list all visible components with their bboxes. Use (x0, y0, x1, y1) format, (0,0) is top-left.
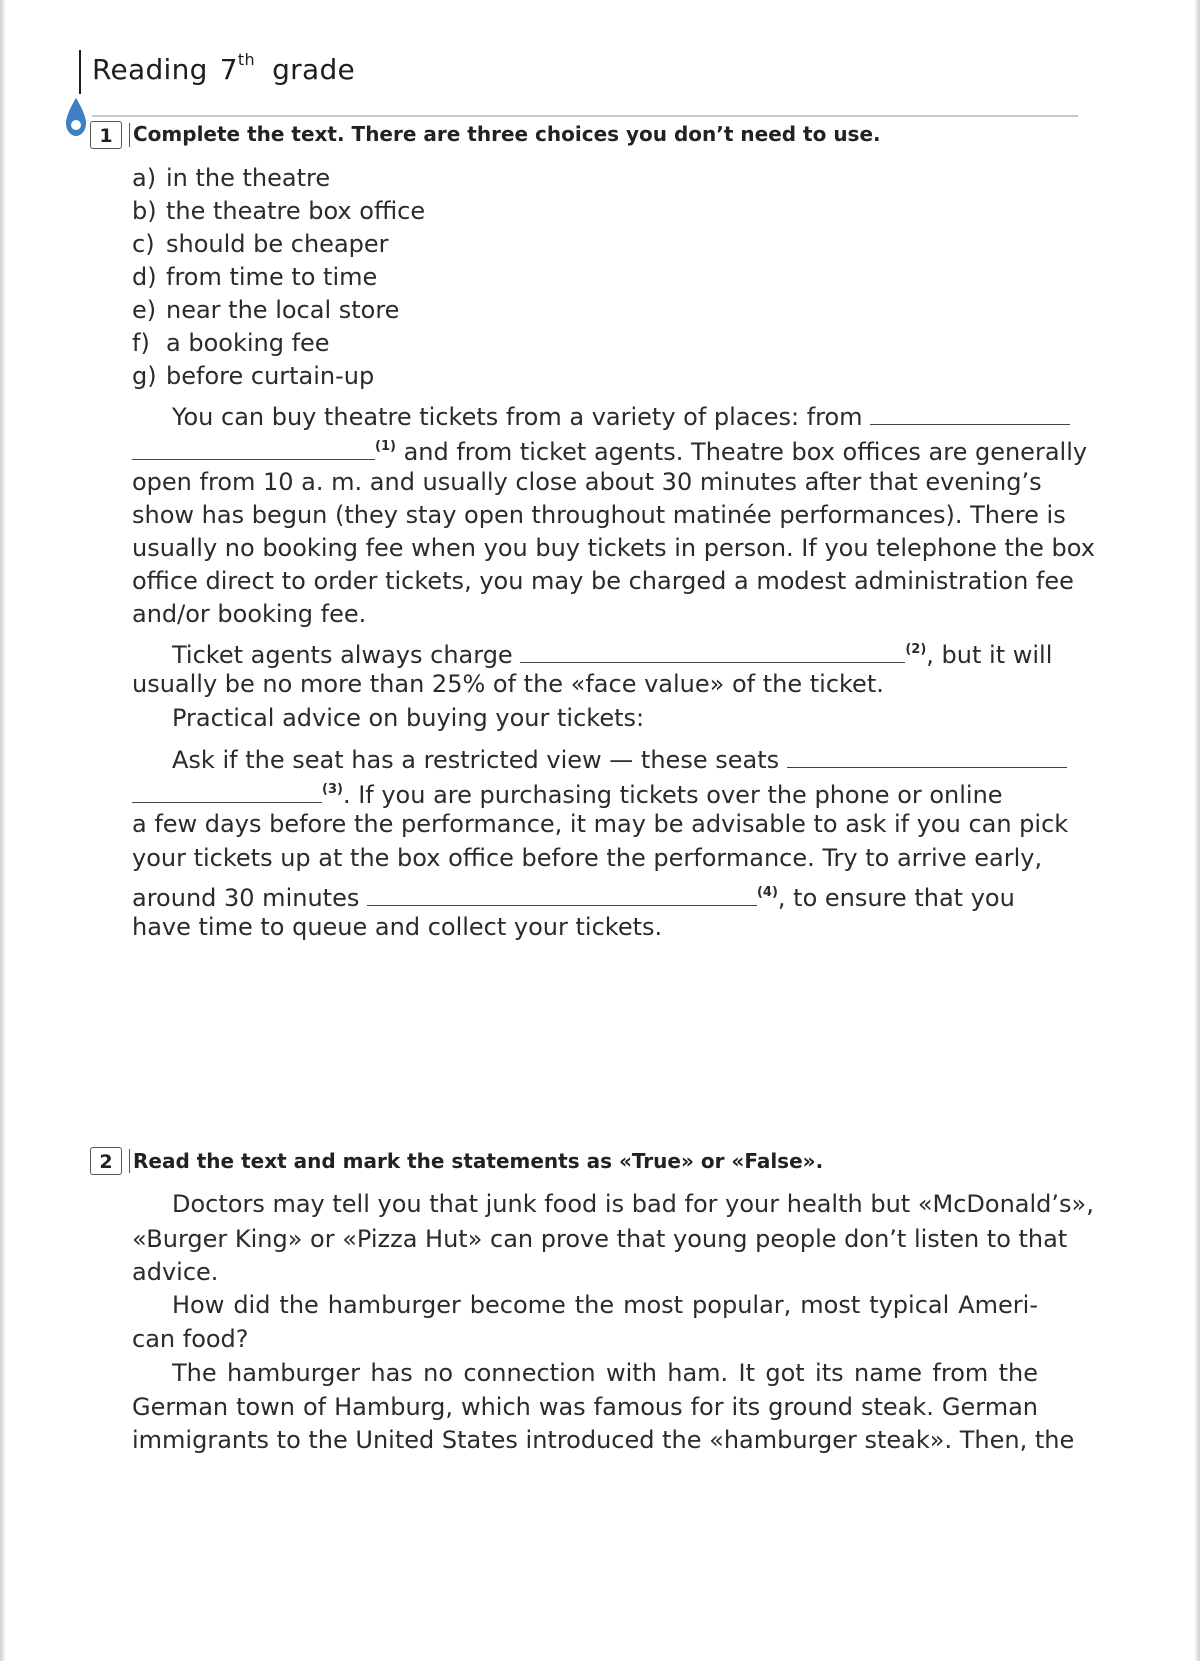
blank-3b (132, 776, 322, 803)
text-line: Practical advice on buying your tickets: (172, 704, 645, 732)
page-title (92, 49, 356, 86)
text-line: «Burger King» or «Pizza Hut» can prove that young people don’t listen to that (132, 1225, 1068, 1253)
option-a (132, 162, 425, 195)
blank-marker-3: (3) (322, 782, 343, 797)
text-line (172, 636, 1052, 669)
title-grade-suffix: th (237, 49, 255, 69)
text-line (132, 776, 1003, 809)
page-edge-left (0, 0, 6, 1661)
text-line: How did the hamburger become the most popular, most typical Ameri- (172, 1291, 1038, 1319)
text-line: office direct to order tickets, you may be charged a modest administration fee (132, 567, 1074, 595)
blank-3a (787, 741, 1067, 768)
option-letter: d) (132, 263, 157, 291)
text-span: , to ensure that you (777, 884, 1015, 912)
text-line: advice. (132, 1258, 219, 1286)
option-text: from time to time (166, 263, 378, 291)
text-line: can food? (132, 1325, 249, 1353)
option-text: in the theatre (166, 164, 331, 192)
title-bar (79, 50, 81, 94)
title-word-reading: Reading (92, 53, 208, 86)
text-span: and from ticket agents. Theatre box offices are generally (403, 438, 1088, 466)
blank-2 (520, 636, 905, 663)
text-line: Doctors may tell you that junk food is bad for your health but «McDonald’s», (172, 1190, 1094, 1218)
text-line (172, 398, 1070, 431)
text-line: open from 10 a. m. and usually close about 30 minutes after that evening’s (132, 468, 1042, 496)
text-span: , but it will (926, 641, 1053, 669)
text-line: a few days before the performance, it may be advisable to ask if you can pick (132, 810, 1069, 838)
option-text: the theatre box office (166, 197, 426, 225)
text-line: usually be no more than 25% of the «face value» of the ticket. (132, 670, 884, 698)
option-letter: g) (132, 362, 157, 390)
text-line: The hamburger has no connection with ham. It got its name from the (172, 1359, 1038, 1387)
text-span: Ask if the seat has a restricted view — these seats (172, 746, 780, 774)
blank-marker-4: (4) (756, 885, 778, 900)
option-d (132, 261, 425, 294)
blank-1b (132, 433, 375, 460)
option-e (132, 294, 425, 327)
option-letter: e) (132, 296, 157, 324)
task2-instruction: Read the text and mark the statements as «True» or «False». (133, 1149, 824, 1173)
blank-marker-2: (2) (905, 642, 927, 657)
text-line: your tickets up at the box office before the performance. Try to arrive early, (132, 844, 1043, 872)
option-text: a booking fee (166, 329, 330, 357)
option-letter: a) (132, 164, 157, 192)
page-edge-right (1194, 0, 1200, 1661)
text-span: . If you are purchasing tickets over the phone or online (342, 781, 1003, 809)
blank-marker-1: (1) (375, 439, 396, 454)
blank-4 (367, 879, 757, 906)
header-rule (92, 115, 1078, 117)
option-g (132, 360, 425, 393)
text-line: and/or booking fee. (132, 600, 367, 628)
text-span: Ticket agents always charge (172, 641, 513, 669)
title-grade-number: 7 (219, 53, 238, 86)
option-text: near the local store (166, 296, 400, 324)
option-letter: b) (132, 197, 157, 225)
option-letter: f) (132, 329, 150, 357)
text-line (132, 879, 1015, 912)
task2-number-box (90, 1147, 122, 1175)
text-line: have time to queue and collect your tickets. (132, 913, 663, 941)
task1-options-list (132, 162, 425, 393)
task1-instruction: Complete the text. There are three choices you don’t need to use. (133, 122, 881, 146)
text-line: immigrants to the United States introduced the «hamburger steak». Then, the (132, 1426, 1075, 1454)
title-word-grade: grade (272, 53, 356, 86)
option-c (132, 228, 425, 261)
option-b (132, 195, 425, 228)
option-text: should be cheaper (166, 230, 389, 258)
text-line (132, 433, 1087, 466)
task1-number-box (90, 121, 122, 149)
text-line: show has begun (they stay open throughout matinée performances). There is (132, 501, 1066, 529)
text-span: You can buy theatre tickets from a variety of places: from (172, 403, 863, 431)
text-line (172, 741, 1067, 774)
task1-number: 1 (99, 125, 113, 147)
blank-1a (870, 398, 1070, 425)
drop-icon (64, 96, 88, 138)
option-text: before curtain-up (166, 362, 375, 390)
text-span: around 30 minutes (132, 884, 360, 912)
text-line: usually no booking fee when you buy tickets in person. If you telephone the box (132, 534, 1095, 562)
option-letter: c) (132, 230, 155, 258)
option-f (132, 327, 425, 360)
task2-number: 2 (99, 1151, 113, 1173)
text-line: German town of Hamburg, which was famous for its ground steak. German (132, 1393, 1038, 1421)
